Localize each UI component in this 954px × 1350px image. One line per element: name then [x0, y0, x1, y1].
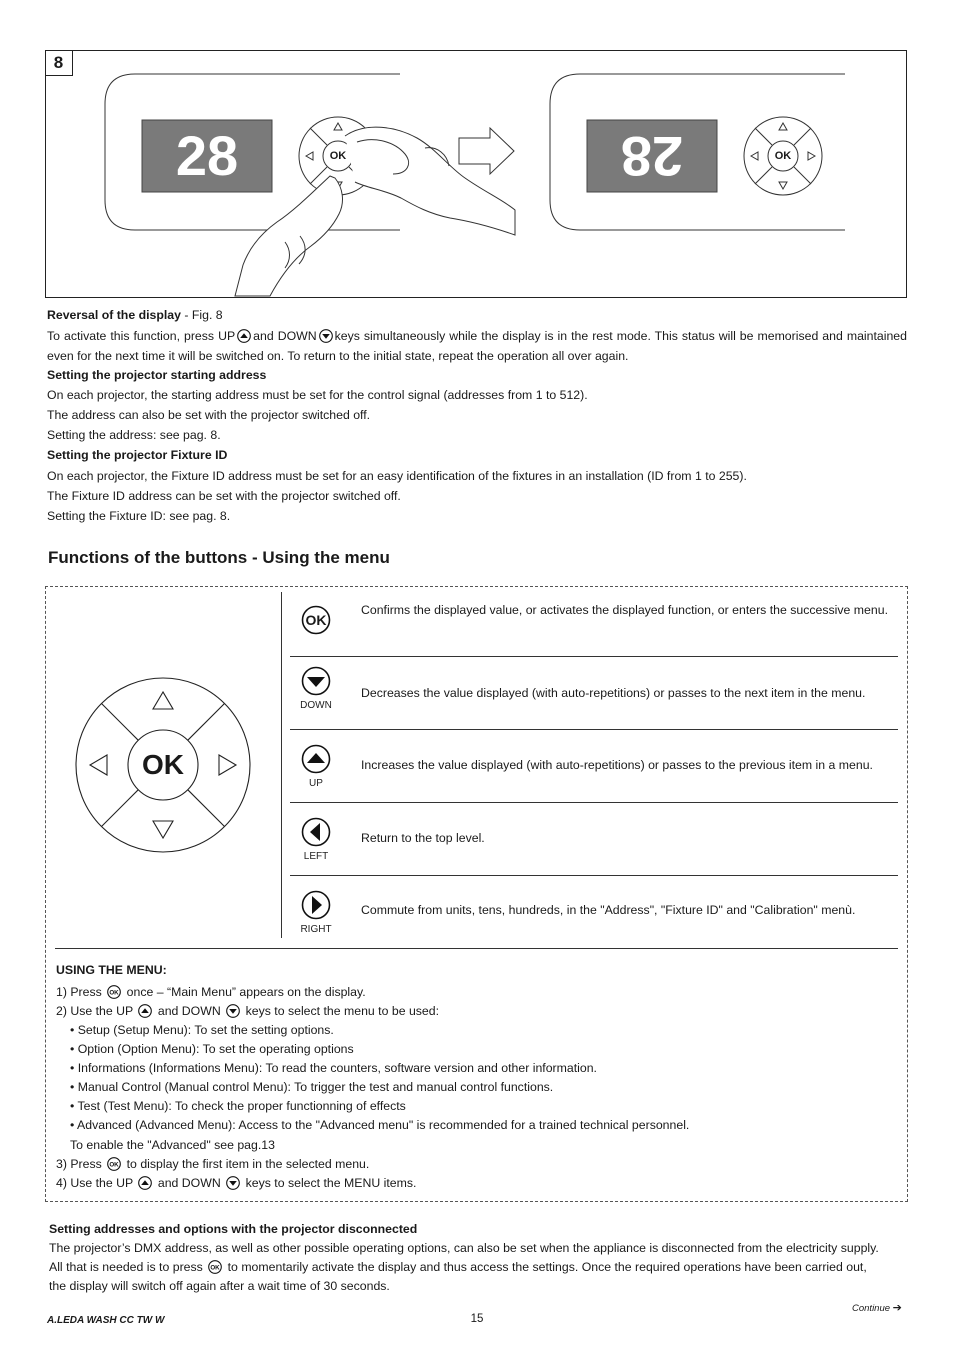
fig-ref: - Fig. 8	[180, 308, 223, 322]
left-caption: LEFT	[303, 851, 329, 862]
down-icon	[319, 329, 333, 343]
model-name: A.LEDA WASH CC TW W	[47, 1315, 165, 1326]
menu-bullet: • Test (Test Menu): To check the proper functionning of effects	[70, 1099, 406, 1113]
down-icon	[226, 1004, 240, 1018]
up-icon	[138, 1004, 152, 1018]
menu-bullet: • Informations (Informations Menu): To read the counters, software version and other information.	[70, 1061, 597, 1075]
figure-number: 8	[45, 50, 73, 76]
column-divider	[281, 592, 282, 938]
step-4-text-c: keys to select the MENU items.	[245, 1176, 417, 1190]
up-description: Increases the value displayed (with auto-repetitions) or passes to the previous item in a menu.	[361, 758, 873, 772]
keypad-ok-label: OK	[142, 749, 184, 780]
step-4-text-b: and DOWN	[157, 1176, 221, 1190]
reversal-paragraph	[47, 326, 907, 366]
reversal-text-a: To activate this function, press UP	[47, 329, 236, 343]
keypad-ok-label-left: OK	[329, 150, 347, 162]
page-number: 15	[470, 1313, 484, 1325]
ok-description: Confirms the displayed value, or activates the displayed function, or enters the successive menu.	[361, 603, 888, 617]
disconnected-text-b: to momentarily activate the display and thus access the settings. Once the required operations have been carried out,	[227, 1260, 867, 1274]
menu-step-1	[56, 983, 366, 1002]
step-1-text-a: 1) Press	[56, 985, 102, 999]
display-reversed: 28	[620, 125, 684, 188]
starting-address-line-1: On each projector, the starting address must be set for the control signal (addresses from 1 to 512).	[47, 388, 588, 402]
svg-text:OK: OK	[109, 989, 119, 997]
step-2-text-c: keys to select the menu to be used:	[245, 1004, 440, 1018]
menu-divider	[55, 948, 898, 949]
down-caption: DOWN	[300, 700, 332, 711]
disconnected-line-1: The projector’s DMX address, as well as other possible operating options, can also be set when the appliance is disconnected from the electricity supply.	[49, 1241, 879, 1255]
functions-heading: Functions of the buttons - Using the menu	[48, 548, 390, 567]
menu-bullet: • Option (Option Menu): To set the operating options	[70, 1042, 354, 1056]
down-description: Decreases the value displayed (with auto-repetitions) or passes to the next item in the menu.	[361, 686, 866, 700]
menu-bullet: • Advanced (Advanced Menu): Access to the "Advanced menu" is recommended for a trained technical personnel.	[70, 1118, 690, 1132]
display-normal: 28	[175, 124, 239, 187]
down-icon	[226, 1176, 240, 1190]
menu-step-2	[56, 1002, 439, 1021]
step-2-text-a: 2) Use the UP	[56, 1004, 134, 1018]
up-icon	[290, 744, 342, 779]
continue-text: Continue	[852, 1303, 891, 1314]
reversal-heading	[47, 305, 223, 325]
menu-step-4	[56, 1174, 416, 1193]
fixture-id-line-3: Setting the Fixture ID: see pag. 8.	[47, 509, 231, 523]
menu-bullet: • Setup (Setup Menu): To set the setting options.	[70, 1023, 334, 1037]
disconnected-line-2	[49, 1257, 867, 1277]
fixture-id-line-1: On each projector, the Fixture ID address must be set for an easy identification of the fixtures in an installation (ID from 1 to 255).	[47, 469, 747, 483]
reversal-title: Reversal of the display	[47, 308, 181, 322]
step-1-text-b: once – “Main Menu” appears on the display.	[126, 985, 366, 999]
reversal-text-b: and DOWN	[253, 329, 317, 343]
ok-icon	[107, 1157, 121, 1171]
reversal-text-c: keys simultaneously while the display is in the rest mode. This status will be memorised and maintained even for the next time it will be switched on. To return to the initial state, repeat the operation all over again.	[47, 329, 907, 363]
left-icon	[290, 817, 342, 852]
ok-icon	[208, 1260, 222, 1274]
button-row-down	[290, 656, 898, 730]
ok-icon	[107, 985, 121, 999]
up-caption: UP	[309, 778, 323, 789]
step-4-text-a: 4) Use the UP	[56, 1176, 134, 1190]
down-icon	[290, 666, 342, 701]
svg-text:OK: OK	[210, 1264, 220, 1272]
button-row-right	[290, 875, 898, 949]
starting-address-line-3: Setting the address: see pag. 8.	[47, 428, 221, 442]
right-icon	[290, 890, 342, 925]
menu-step-3	[56, 1155, 369, 1174]
advanced-note: To enable the "Advanced" see pag.13	[70, 1138, 275, 1152]
right-caption: RIGHT	[300, 924, 332, 935]
disconnected-title: Setting addresses and options with the projector disconnected	[49, 1222, 418, 1236]
fixture-id-title: Setting the projector Fixture ID	[47, 448, 228, 462]
step-2-text-b: and DOWN	[157, 1004, 221, 1018]
starting-address-title: Setting the projector starting address	[47, 368, 267, 382]
menu-bullet: • Manual Control (Manual control Menu): To trigger the test and manual control functions.	[70, 1080, 554, 1094]
right-description: Commute from units, tens, hundreds, in the "Address", "Fixture ID" and "Calibration" menù.	[361, 903, 856, 917]
using-menu-title: USING THE MENU:	[56, 963, 167, 977]
up-icon	[138, 1176, 152, 1190]
starting-address-line-2: The address can also be set with the projector switched off.	[47, 408, 371, 422]
button-row-left	[290, 802, 898, 876]
arrow-right-icon: ➔	[892, 1302, 902, 1314]
ok-icon	[290, 605, 342, 640]
step-3-text-a: 3) Press	[56, 1157, 102, 1171]
up-icon	[237, 329, 251, 343]
keypad-ok-label-right: OK	[774, 150, 792, 162]
button-row-up	[290, 729, 898, 803]
left-description: Return to the top level.	[361, 831, 485, 845]
step-3-text-b: to display the first item in the selected menu.	[126, 1157, 370, 1171]
svg-text:OK: OK	[109, 1161, 119, 1169]
ok-icon-text: OK	[305, 612, 327, 628]
fixture-id-line-2: The Fixture ID address can be set with the projector switched off.	[47, 489, 401, 503]
disconnected-text-a: All that is needed is to press	[49, 1260, 203, 1274]
button-row-ok	[290, 592, 898, 657]
disconnected-line-3: the display will switch off again after a wait time of 30 seconds.	[49, 1279, 390, 1293]
